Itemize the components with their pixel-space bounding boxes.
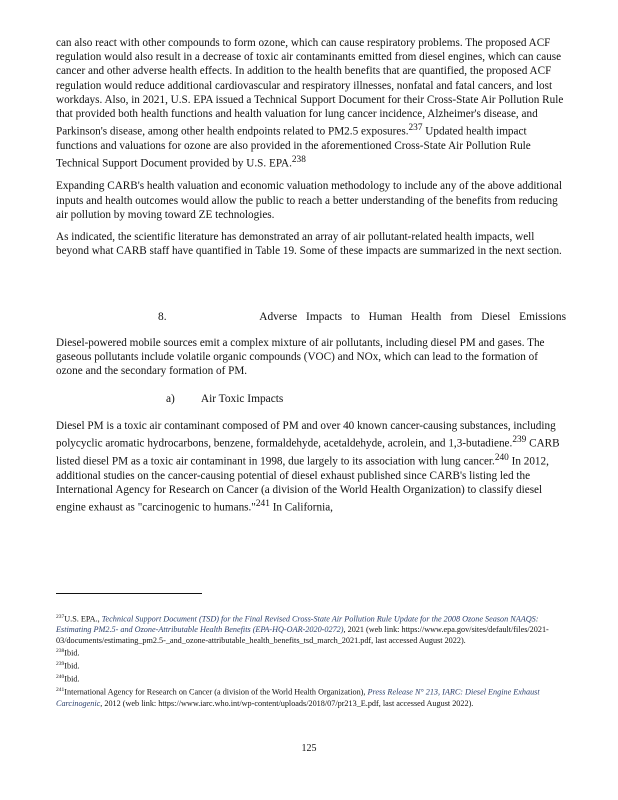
page-number: 125	[301, 743, 317, 754]
footnote: $^{241}$International Agency for Research on Cancer (a division of the World Health Organization), Press Release N° 213, IARC: Diesel Engine Exhaust Carcinogenic, 2012 (web link: https://www.iarc.who.int/wp-content/uploads/2018/07/pr213_E.pdf, last accessed August 2022).	[56, 687, 540, 708]
footnotes	[56, 612, 558, 709]
footnote-ref: 237	[408, 123, 423, 134]
footnote: $^{239}$Ibid.	[56, 661, 80, 671]
body-section-upper	[56, 36, 566, 266]
footnote-divider	[56, 593, 202, 594]
footnote-link-title[interactable]: Press Release N° 213, IARC: Diesel Engine Exhaust Carcinogenic	[56, 688, 540, 708]
paragraph-intro: can also react with other compounds to form ozone, which can cause respiratory problems. The proposed ACF regulation would also result in a decrease of toxic air contaminants emitted from diesel engines, which can cause cancer and other adverse health effects. In addition to the health benefits that are quantified, the proposed ACF regulation would reduce additional cardiovascular and respiratory illnesses, nonfatal and fatal cancers, and lost workdays. Also, in 2021, U.S. EPA issued a Technical Support Document for their Cross-State Air Pollution Rule that provided both health functions and health valuation for lung cancer incidence, Alzheimer's disease, and Parkinson's disease, among other health endpoints related to PM2.5 exposures.$^{237}$ Updated health impact functions and valuations for ozone are also provided in the aforementioned Cross-State Air Pollution Rule Technical Support Document provided by U.S. EPA.$^{238}$	[56, 37, 564, 171]
section-heading	[56, 310, 566, 324]
footnote-ref: 239	[512, 435, 527, 446]
footnote: $^{238}$Ibid.	[56, 647, 80, 658]
section-number: 8.	[158, 311, 167, 323]
paragraph-diesel: Diesel-powered mobile sources emit a complex mixture of air pollutants, including diesel PM and gases. The gaseous pollutants include volatile organic compounds (VOC) and NOx, which can lead to the formation of ozone and the secondary formation of PM.	[56, 337, 545, 378]
subsection-heading	[166, 392, 283, 406]
body-section-toxic	[56, 419, 566, 523]
footnote: $^{237}$U.S. EPA., Technical Support Document (TSD) for the Final Revised Cross-State Air Pollution Rule Update for the 2008 Ozone Season NAAQS: Estimating PM2.5- and Ozone-Attributable Health Benefits (EPA-HQ-OAR-2020-0272), 2021 (web link: https://www.epa.gov/sites/default/files/2021-03/documents/estimating_pm2.5-_and_ozone-attributable_health_benefits_tsd_march_2021.pdf, last accessed August 2022).	[56, 614, 549, 645]
footnote: $^{240}$Ibid.	[56, 674, 80, 684]
footnote-ref: 241	[255, 499, 270, 510]
footnote-ref: 240	[494, 453, 509, 464]
paragraph-toxic: Diesel PM is a toxic air contaminant composed of PM and over 40 known cancer-causing substances, including polycyclic aromatic hydrocarbons, benzene, formaldehyde, acetaldehyde, acrolein, and 1,3-butadiene.$^{239}$ CARB listed diesel PM as a toxic air contaminant in 1998, due largely to its association with lung cancer.$^{240}$ In 2012, additional studies on the cancer-causing potential of diesel exhaust published since CARB's listing led the International Agency for Research on Cancer (a division of the World Health Organization) to classify diesel engine exhaust as "carcinogenic to humans."$^{241}$ In California,	[56, 420, 560, 515]
footnote-ref: 238	[291, 155, 306, 166]
footnote-link-title[interactable]: Technical Support Document (TSD) for the Final Revised Cross-State Air Pollution Rule Update for the 2008 Ozone Season NAAQS: Estimating PM2.5- and Ozone-Attributable Health Benefits (EPA-HQ-OAR-2020-0272)	[56, 614, 539, 635]
body-section-diesel	[56, 336, 566, 387]
paragraph-expanding: Expanding CARB's health valuation and economic valuation methodology to include any of the above additional inputs and health outcomes would allow the public to reach a better understanding of the benefits from reducing air pollution by moving toward ZE technologies.	[56, 180, 562, 221]
paragraph-indicated: As indicated, the scientific literature has demonstrated an array of air pollutant-related health impacts, well beyond what CARB staff have quantified in Table 19. Some of these impacts are summarized in the next section.	[56, 230, 562, 258]
section-title: Adverse Impacts to Human Health from Diesel Emissions	[259, 311, 566, 323]
subsection-letter: a)	[166, 393, 175, 405]
subsection-title: Air Toxic Impacts	[200, 393, 284, 405]
